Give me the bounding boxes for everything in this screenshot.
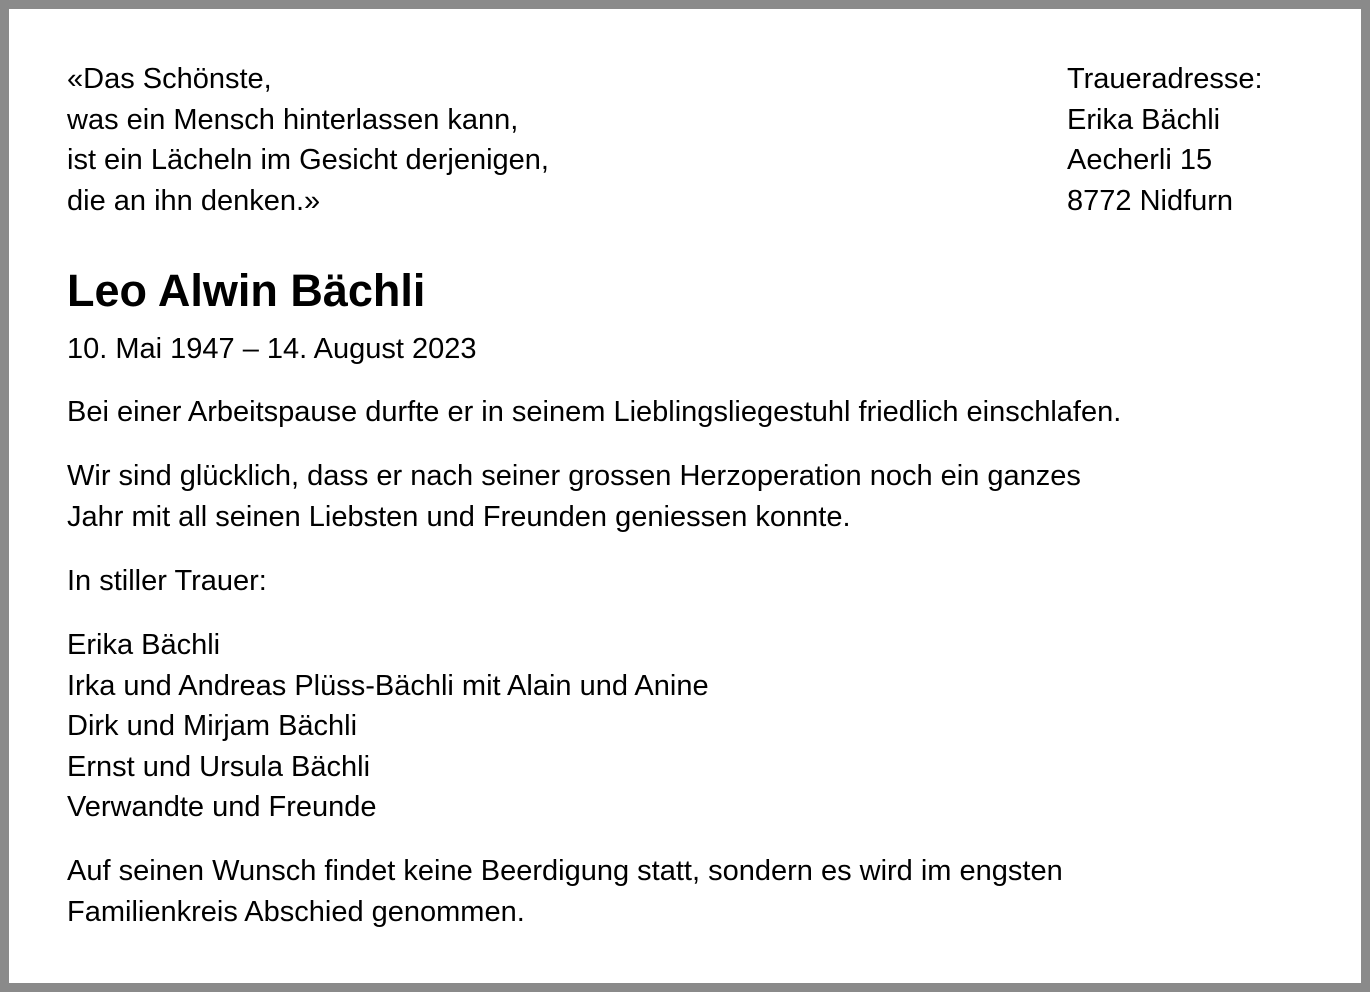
mourner: Dirk und Mirjam Bächli xyxy=(67,710,358,742)
obituary-card xyxy=(9,9,1361,983)
deceased-name: Leo Alwin Bächli xyxy=(67,265,426,316)
gratitude-text xyxy=(67,456,1081,538)
address-label: Traueradresse: xyxy=(1067,63,1263,95)
address-street: Aecherli 15 xyxy=(1067,144,1213,176)
mourner: Verwandte und Freunde xyxy=(67,791,377,823)
address-city: 8772 Nidfurn xyxy=(1067,184,1234,217)
text-line: Auf seinen Wunsch findet keine Beerdigung statt, sondern es wird im engsten xyxy=(67,855,1063,887)
quote-line: «Das Schönste, xyxy=(67,63,272,95)
text-line: In stiller Trauer: xyxy=(67,565,267,597)
text-line: Bei einer Arbeitspause durfte er in seinem Lieblingsliegestuhl friedlich einschlafen. xyxy=(67,396,1122,428)
funeral-note xyxy=(67,851,1063,933)
text-line: Jahr mit all seinen Liebsten und Freunden geniessen konnte. xyxy=(67,501,851,533)
mourner: Erika Bächli xyxy=(67,629,221,661)
passing-text xyxy=(67,392,1121,433)
quote-line: was ein Mensch hinterlassen kann, xyxy=(67,103,519,136)
mourners-list xyxy=(67,625,709,828)
address-name: Erika Bächli xyxy=(1067,103,1221,136)
mourning-address xyxy=(1067,59,1263,221)
memorial-quote xyxy=(67,59,549,221)
quote-line: die an ihn denken.» xyxy=(67,184,321,217)
mourning-intro xyxy=(67,561,267,602)
mourner: Ernst und Ursula Bächli xyxy=(67,750,371,783)
text-line: Familienkreis Abschied genommen. xyxy=(67,896,525,928)
life-dates: 10. Mai 1947 – 14. August 2023 xyxy=(67,333,477,365)
mourner: Irka und Andreas Plüss-Bächli mit Alain und Anine xyxy=(67,669,709,702)
quote-line: ist ein Lächeln im Gesicht derjenigen, xyxy=(67,144,549,176)
text-line: Wir sind glücklich, dass er nach seiner grossen Herzoperation noch ein ganzes xyxy=(67,460,1081,492)
